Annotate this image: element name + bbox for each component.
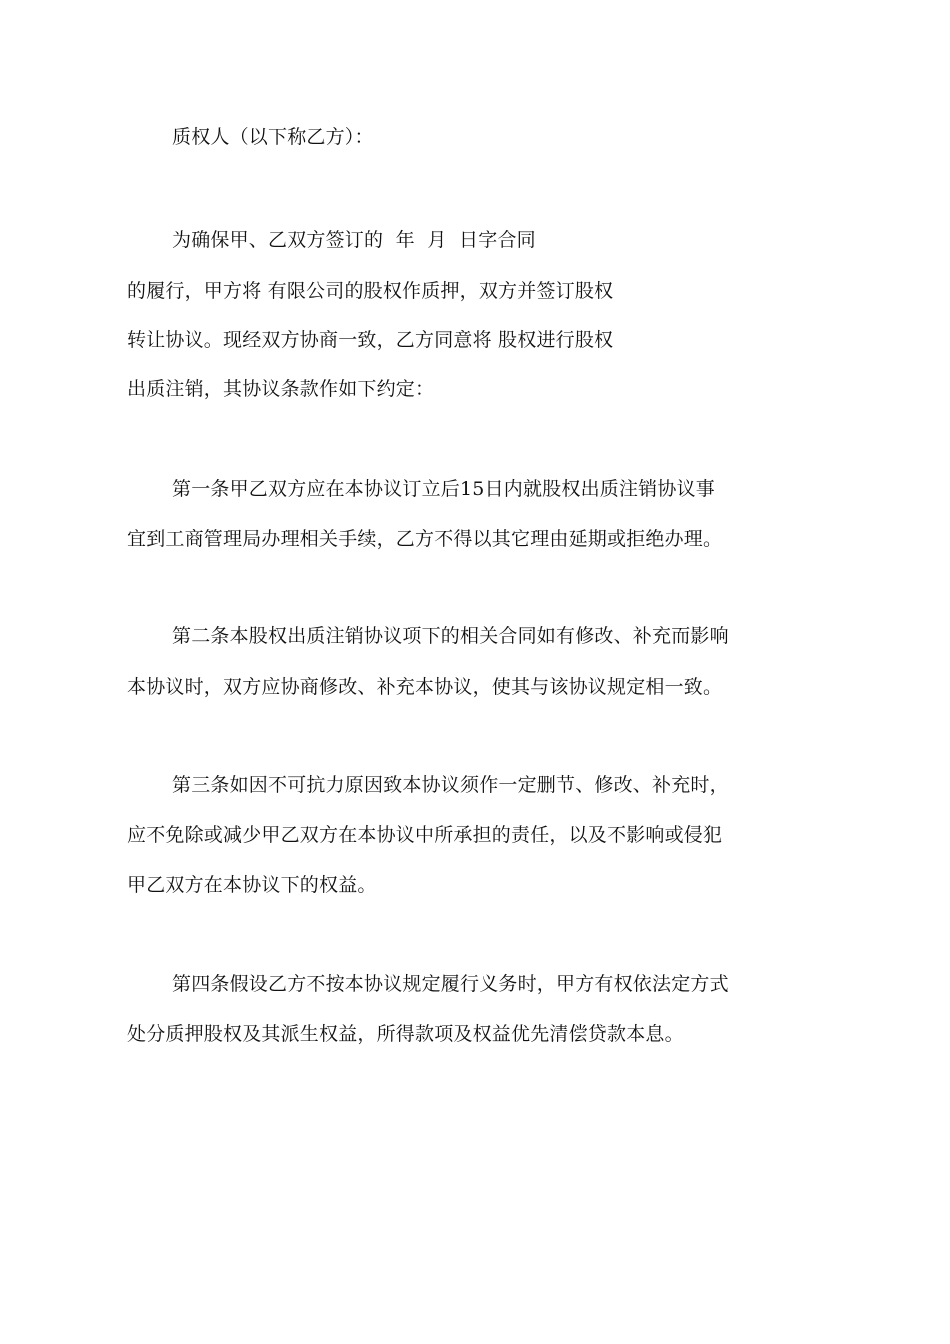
article-3-line-1: 第三条如因不可抗力原因致本协议须作一定删节、修改、补充时， — [172, 774, 729, 796]
article-4-line-2: 处分质押股权及其派生权益，所得款项及权益优先清偿贷款本息。 — [127, 1023, 684, 1045]
intro-line-1: 为确保甲、乙双方签订的 年 月 日字合同 — [172, 229, 536, 251]
article-4-line-1: 第四条假设乙方不按本协议规定履行义务时，甲方有权依法定方式 — [172, 973, 729, 995]
article-3-line-3: 甲乙双方在本协议下的权益。 — [127, 874, 377, 896]
intro-line-3: 转让协议。现经双方协商一致，乙方同意将 股权进行股权 — [127, 329, 614, 351]
article-2-line-2: 本协议时，双方应协商修改、补充本协议，使其与该协议规定相一致。 — [127, 676, 723, 698]
article-3-line-2: 应不免除或减少甲乙双方在本协议中所承担的责任，以及不影响或侵犯 — [127, 824, 723, 846]
article-2-line-1: 第二条本股权出质注销协议项下的相关合同如有修改、补充而影响 — [172, 625, 729, 647]
article-1-line-1: 第一条甲乙双方应在本协议订立后15日内就股权出质注销协议事 — [172, 478, 715, 500]
intro-line-2: 的履行，甲方将 有限公司的股权作质押，双方并签订股权 — [127, 280, 614, 302]
intro-line-4: 出质注销，其协议条款作如下约定： — [127, 378, 435, 400]
pledgee-heading: 质权人（以下称乙方）： — [172, 126, 374, 148]
article-1-line-2: 宜到工商管理局办理相关手续，乙方不得以其它理由延期或拒绝办理。 — [127, 528, 723, 550]
